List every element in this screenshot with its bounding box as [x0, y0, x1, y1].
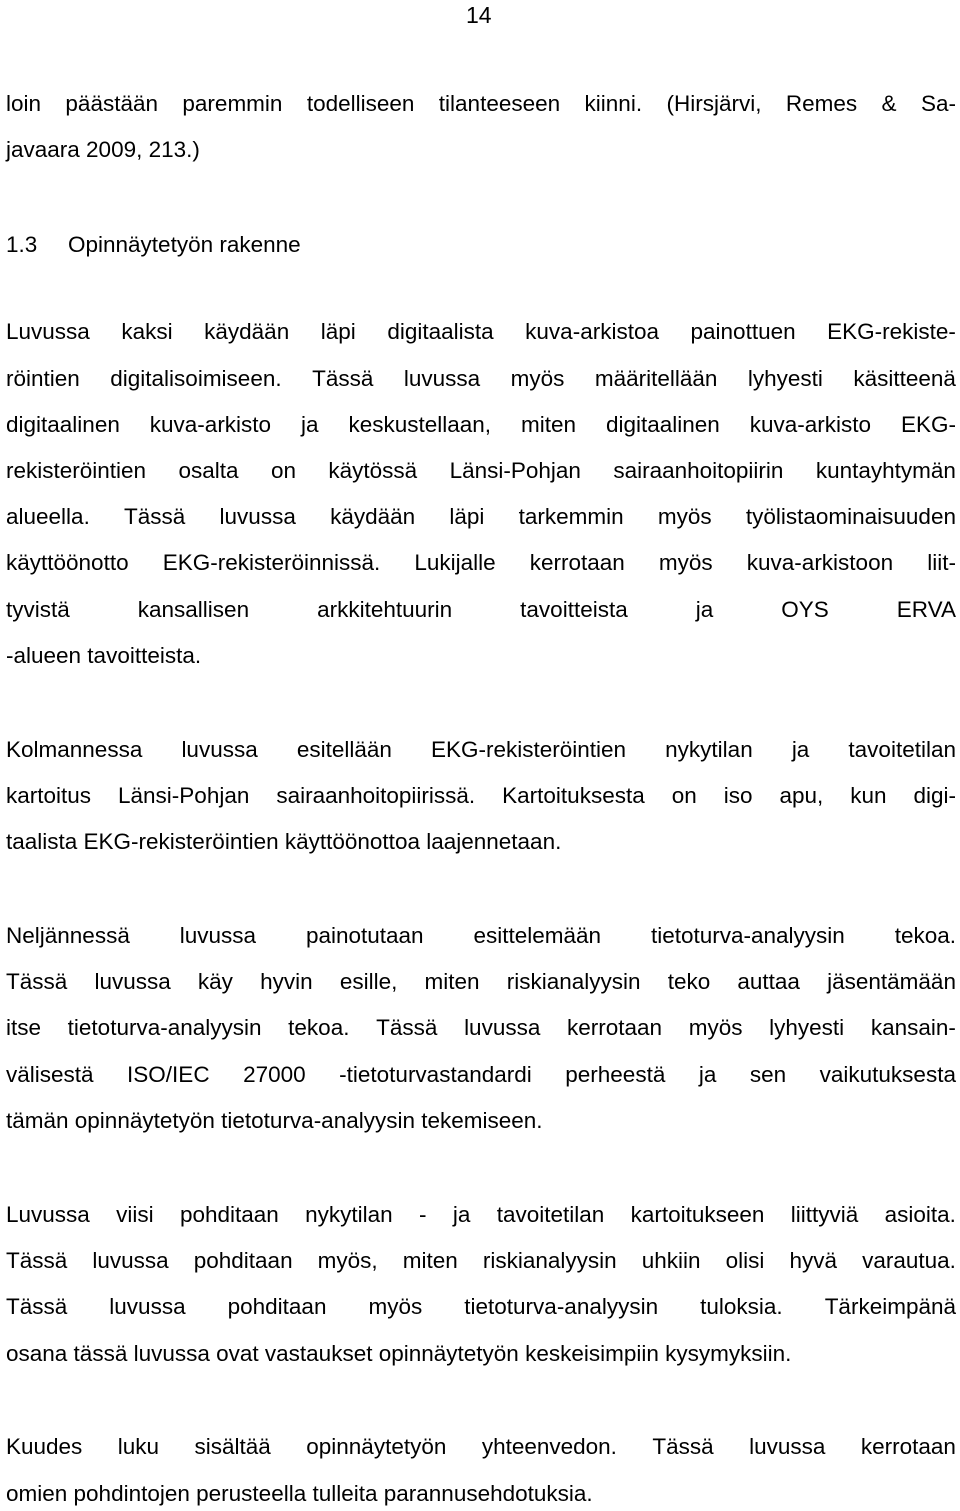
paragraph-4-line-3: Tässä luvussa pohditaan myös tietoturva-analyysin tuloksia. Tärkeimpänä: [6, 1294, 956, 1319]
paragraph-2-line-2: kartoitus Länsi-Pohjan sairaanhoitopiirissä. Kartoituksesta on iso apu, kun digi-: [6, 783, 956, 808]
paragraph-3-line-4: välisestä ISO/IEC 27000 -tietoturvastandardi perheestä ja sen vaikutuksesta: [6, 1062, 956, 1087]
paragraph-3-line-3: itse tietoturva-analyysin tekoa. Tässä luvussa kerrotaan myös lyhyesti kansain-: [6, 1015, 956, 1040]
paragraph-2-line-1: Kolmannessa luvussa esitellään EKG-rekisteröintien nykytilan ja tavoitetilan: [6, 737, 956, 762]
paragraph-4-line-2: Tässä luvussa pohditaan myös, miten riskianalyysin uhkiin olisi hyvä varautua.: [6, 1248, 956, 1273]
paragraph-1-line-2: röintien digitalisoimiseen. Tässä luvussa myös määritellään lyhyesti käsitteenä: [6, 366, 956, 391]
paragraph-1-line-5: alueella. Tässä luvussa käydään läpi tarkemmin myös työlistaominaisuuden: [6, 504, 956, 529]
paragraph-1-line-3: digitaalinen kuva-arkisto ja keskustellaan, miten digitaalinen kuva-arkisto EKG-: [6, 412, 956, 437]
paragraph-3-line-2: Tässä luvussa käy hyvin esille, miten riskianalyysin teko auttaa jäsentämään: [6, 969, 956, 994]
paragraph-5-line-1: Kuudes luku sisältää opinnäytetyön yhteenvedon. Tässä luvussa kerrotaan: [6, 1434, 956, 1459]
page-number: 14: [466, 2, 492, 28]
paragraph-1-line-8: -alueen tavoitteista.: [6, 643, 202, 668]
paragraph-1-line-1: Luvussa kaksi käydään läpi digitaalista kuva-arkistoa painottuen EKG-rekiste-: [6, 319, 956, 344]
paragraph-4-line-1: Luvussa viisi pohditaan nykytilan - ja tavoitetilan kartoitukseen liittyviä asioita.: [6, 1202, 956, 1227]
paragraph-4-line-4: osana tässä luvussa ovat vastaukset opinnäytetyön keskeisimpiin kysymyksiin.: [6, 1341, 792, 1366]
section-number: 1.3: [6, 232, 38, 257]
paragraph-0-line-1: loin päästään paremmin todelliseen tilanteeseen kiinni. (Hirsjärvi, Remes & Sa-: [6, 91, 956, 116]
paragraph-2-line-3: taalista EKG-rekisteröintien käyttöönottoa laajennetaan.: [6, 829, 562, 854]
section-title: Opinnäytetyön rakenne: [68, 232, 301, 257]
paragraph-1-line-7: tyvistä kansallisen arkkitehtuurin tavoitteista ja OYS ERVA: [6, 597, 956, 622]
paragraph-1-line-6: käyttöönotto EKG-rekisteröinnissä. Lukijalle kerrotaan myös kuva-arkistoon liit-: [6, 550, 956, 575]
paragraph-0-line-2: javaara 2009, 213.): [6, 137, 200, 162]
paragraph-3-line-1: Neljännessä luvussa painotutaan esittelemään tietoturva-analyysin tekoa.: [6, 923, 956, 948]
paragraph-5-line-2: omien pohdintojen perusteella tulleita parannusehdotuksia.: [6, 1481, 593, 1506]
paragraph-3-line-5: tämän opinnäytetyön tietoturva-analyysin tekemiseen.: [6, 1108, 543, 1133]
paragraph-1-line-4: rekisteröintien osalta on käytössä Länsi-Pohjan sairaanhoitopiirin kuntayhtymän: [6, 458, 956, 483]
